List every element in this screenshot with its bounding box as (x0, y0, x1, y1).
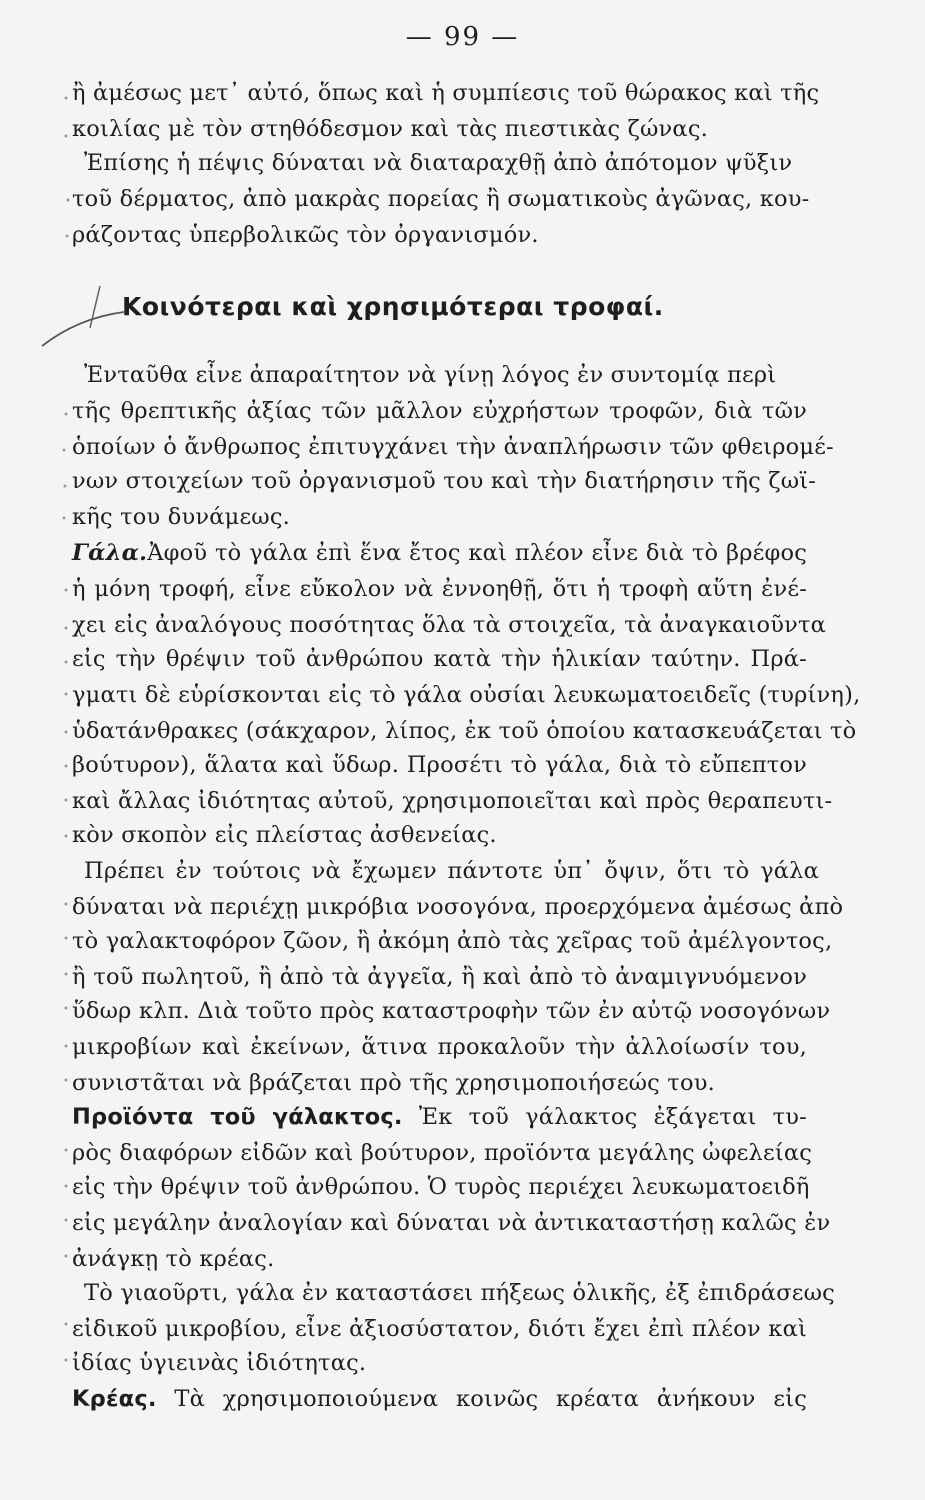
text-line: εἰς μεγάλην ἀναλογίαν καὶ δύναται νὰ ἀντικαταστήσῃ καλῶς ἐν (72, 1210, 831, 1236)
section-heading: Κοινότεραι καὶ χρησιμότεραι τροφαί. (122, 292, 664, 321)
text-line: τῆς θρεπτικῆς ἀξίας τῶν μᾶλλον εὐχρήστων τροφῶν, διὰ τῶν (72, 398, 807, 424)
text-span: Ἐκ τοῦ γάλακτος ἐξάγεται τυ- (418, 1104, 807, 1130)
page-number: — 99 — (405, 22, 520, 52)
text-line: γματι δὲ εὑρίσκονται εἰς τὸ γάλα οὐσίαι λευκωματοειδεῖς (τυρίνη), (72, 682, 861, 708)
margin-marks (0, 0, 80, 1500)
text-line: συνιστᾶται νὰ βράζεται πρὸ τῆς χρησιμοποιήσεώς του. (72, 1070, 715, 1096)
text-line (72, 1384, 807, 1414)
pencil-mark-icon (38, 282, 128, 352)
text-line: Ἐνταῦθα εἶνε ἀπαραίτητον νὰ γίνῃ λόγος ἐν συντομίᾳ περὶ (84, 362, 777, 388)
text-line: ἢ ἀμέσως μετ᾿ αὐτό, ὅπως καὶ ἡ συμπίεσις τοῦ θώρακος καὶ τῆς (72, 80, 820, 106)
text-line (72, 1102, 807, 1132)
text-line: ἰδίας ὑγιεινὰς ἰδιότητας. (72, 1350, 367, 1376)
text-line: εἰς τὴν θρέψιν τοῦ ἀνθρώπου κατὰ τὴν ἡλικίαν ταύτην. Πρά- (72, 646, 807, 672)
text-line: ὕδωρ κλπ. Διὰ τοῦτο πρὸς καταστροφὴν τῶν ἐν αὐτῷ νοσογόνων (72, 998, 831, 1024)
text-line: Ἐπίσης ἡ πέψις δύναται νὰ διαταραχθῇ ἀπὸ ἀπότομον ψῦξιν (84, 150, 793, 176)
text-line: κοιλίας μὲ τὸν στηθόδεσμον καὶ τὰς πιεστικὰς ζώνας. (72, 116, 708, 142)
text-line: τοῦ δέρματος, ἀπὸ μακρὰς πορείας ἢ σωματικοὺς ἀγῶνας, κου- (72, 186, 810, 212)
text-line: κὸν σκοπὸν εἰς πλείστας ἀσθενείας. (72, 822, 497, 848)
text-line: ὑδατάνθρακες (σάκχαρον, λίπος, ἐκ τοῦ ὁποίου κατασκευάζεται τὸ (72, 718, 857, 744)
text-line: μικροβίων καὶ ἐκείνων, ἅτινα προκαλοῦν τὴν ἀλλοίωσίν του, (72, 1034, 807, 1060)
section-lead-milk: Γάλα. (72, 540, 148, 566)
text-line: ρὸς διαφόρων εἰδῶν καὶ βούτυρον, προϊόντα μεγάλης ὠφελείας (72, 1140, 813, 1166)
text-line: νων στοιχείων τοῦ ὀργανισμοῦ του καὶ τὴν διατήρησιν τῆς ζωϊ- (72, 468, 817, 494)
text-line: Τὸ γιαοῦρτι, γάλα ἐν καταστάσει πήξεως ὁλικῆς, ἐξ ἐπιδράσεως (84, 1280, 835, 1306)
text-line: χει εἰς ἀναλόγους ποσότητας ὅλα τὰ στοιχεῖα, τὰ ἀναγκαιοῦντα (72, 612, 827, 638)
text-line: κῆς του δυνάμεως. (72, 504, 290, 530)
text-span: Ἀφοῦ τὸ γάλα ἐπὶ ἕνα ἔτος καὶ πλέον εἶνε διὰ τὸ βρέφος (147, 540, 807, 566)
text-line: ἡ μόνη τροφή, εἶνε εὔκολον νὰ ἐννοηθῇ, ὅτι ἡ τροφὴ αὕτη ἐνέ- (72, 576, 807, 602)
section-lead-dairy-products: Προϊόντα τοῦ γάλακτος. (72, 1104, 403, 1130)
text-line: τὸ γαλακτοφόρον ζῶον, ἢ ἀκόμη ἀπὸ τὰς χεῖρας τοῦ ἀμέλγοντος, (72, 928, 833, 954)
text-line: ράζοντας ὑπερβολικῶς τὸν ὀργανισμόν. (72, 222, 539, 248)
text-line: εἰς τὴν θρέψιν τοῦ ἀνθρώπου. Ὁ τυρὸς περιέχει λευκωματοειδῆ (72, 1174, 810, 1200)
text-line: καὶ ἄλλας ἰδιότητας αὐτοῦ, χρησιμοποιεῖται καὶ πρὸς θεραπευτι- (72, 788, 833, 814)
section-lead-meat: Κρέας. (72, 1386, 157, 1412)
text-line: ἢ τοῦ πωλητοῦ, ἢ ἀπὸ τὰ ἀγγεῖα, ἢ καὶ ἀπὸ τὸ ἀναμιγνυόμενον (72, 964, 807, 990)
text-line (72, 538, 807, 568)
text-line: ὁποίων ὁ ἄνθρωπος ἐπιτυγχάνει τὴν ἀναπλήρωσιν τῶν φθειρομέ- (72, 434, 834, 460)
text-line: βούτυρον), ἅλατα καὶ ὕδωρ. Προσέτι τὸ γάλα, διὰ τὸ εὔπεπτον (72, 752, 807, 778)
text-span: Τὰ χρησιμοποιούμενα κοινῶς κρέατα ἀνήκουν εἰς (174, 1386, 808, 1412)
text-line: Πρέπει ἐν τούτοις νὰ ἔχωμεν πάντοτε ὑπ᾿ ὄψιν, ὅτι τὸ γάλα (84, 858, 819, 884)
text-line: ἀνάγκῃ τὸ κρέας. (72, 1246, 275, 1272)
text-line: δύναται νὰ περιέχῃ μικρόβια νοσογόνα, προερχόμενα ἀμέσως ἀπὸ (72, 894, 844, 920)
text-line: εἰδικοῦ μικροβίου, εἶνε ἀξιοσύστατον, διότι ἔχει ἐπὶ πλέον καὶ (72, 1316, 807, 1342)
